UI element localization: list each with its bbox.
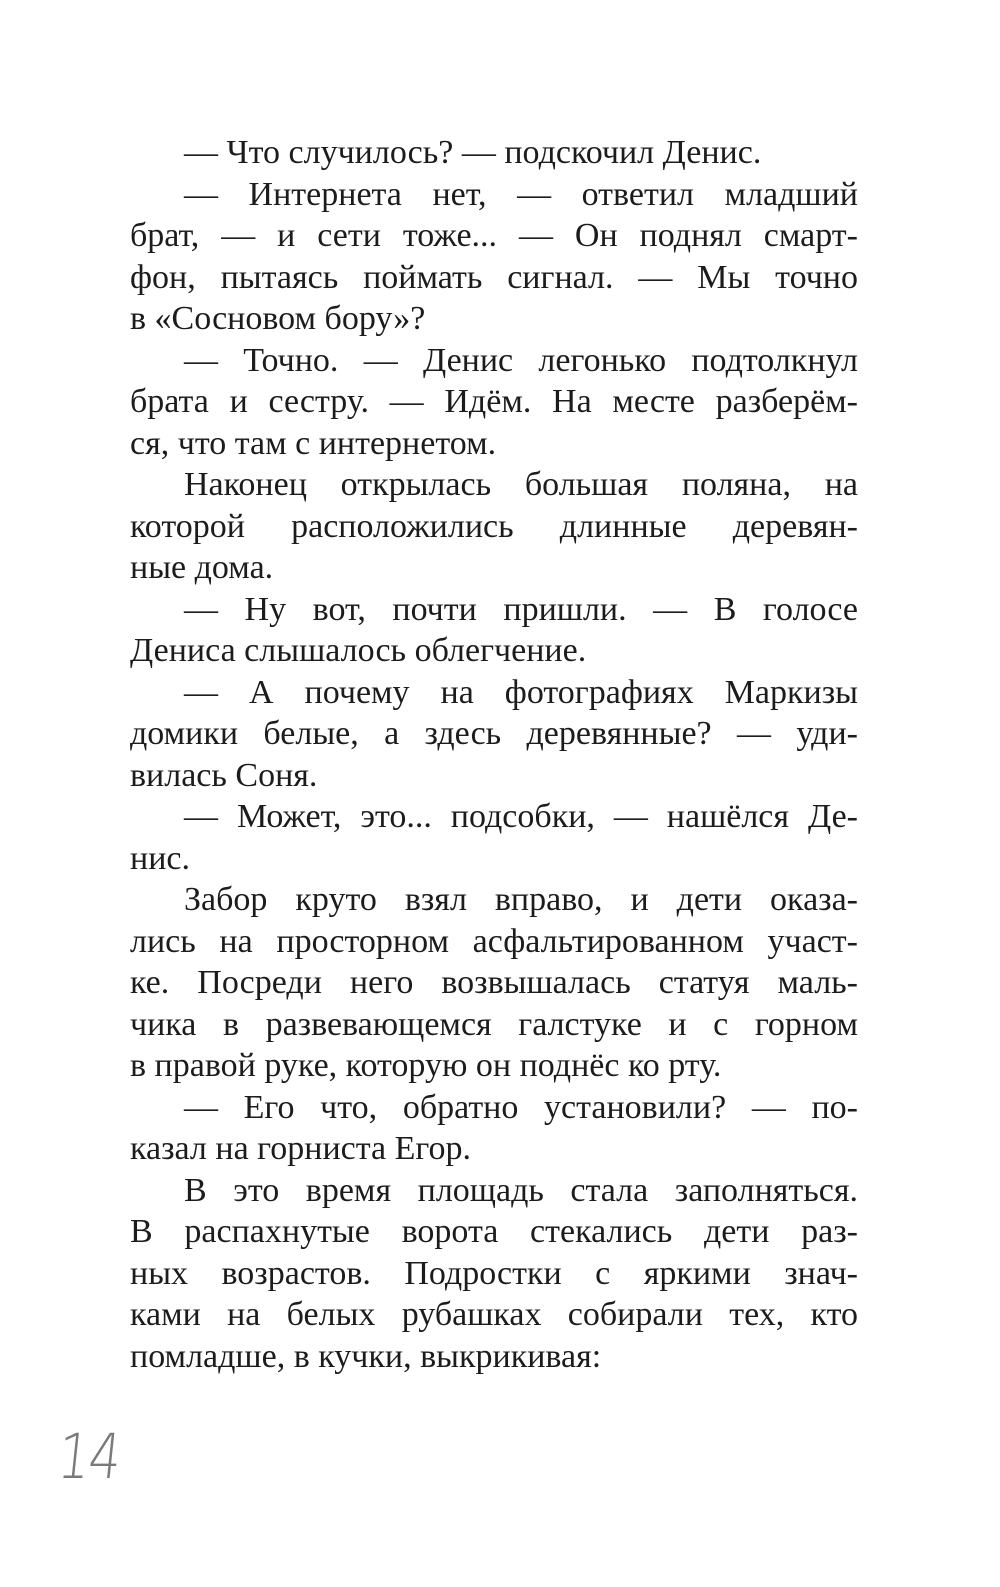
- page-number: 14: [54, 1420, 124, 1493]
- text-line: нис.: [130, 839, 190, 877]
- text-line: В это время площадь стала заполняться.: [184, 1171, 858, 1209]
- text-line: В распахнутые ворота стекались дети раз-: [130, 1213, 858, 1250]
- text-line: — Может, это... подсобки, — нашёлся Де-: [184, 798, 858, 835]
- text-line: ке. Посреди него возвышалась статуя маль-: [130, 964, 858, 1001]
- text-line: чика в развевающемся галстуке и с горном: [130, 1005, 858, 1043]
- text-line: — Точно. — Денис легонько подтолкнул: [184, 341, 858, 379]
- text-line: ных возрастов. Подростки с яркими знач-: [130, 1254, 858, 1292]
- text-line: в правой руке, которую он поднёс ко рту.: [130, 1047, 722, 1084]
- text-line: — Ну вот, почти пришли. — В голосе: [184, 590, 858, 628]
- text-line: фон, пытаясь поймать сигнал. — Мы точно: [130, 258, 858, 296]
- text-line: ками на белых рубашках собирали тех, кто: [130, 1296, 858, 1333]
- text-line: которой расположились длинные деревян-: [130, 507, 858, 545]
- text-line: лись на просторном асфальтированном участ-: [130, 922, 858, 960]
- text-line: домики белые, а здесь деревянные? — уди-: [130, 715, 858, 752]
- text-line: — Что случилось? — подскочил Денис.: [184, 134, 762, 171]
- text-line: в «Сосновом бору»?: [130, 300, 426, 337]
- text-line: брата и сестру. — Идём. На месте разберём-: [130, 383, 858, 420]
- text-line: ные дома.: [130, 549, 274, 586]
- text-line: Забор круто взял вправо, и дети оказа-: [184, 881, 858, 918]
- text-line: вилась Соня.: [130, 756, 318, 794]
- text-line: Наконец открылась большая поляна, на: [184, 466, 858, 503]
- text-line: брат, — и сети тоже... — Он поднял смарт-: [130, 217, 858, 254]
- text-line: — Его что, обратно установили? — по-: [184, 1088, 858, 1126]
- page-text: [130, 132, 858, 1377]
- text-line: казал на горниста Егор.: [130, 1130, 471, 1167]
- text-line: Дениса слышалось облегчение.: [130, 632, 587, 669]
- text-line: помладше, в кучки, выкрикивая:: [130, 1337, 602, 1375]
- text-line: ся, что там с интернетом.: [130, 424, 497, 462]
- text-line: — Интернета нет, — ответил младший: [184, 175, 858, 213]
- text-line: — А почему на фотографиях Маркизы: [184, 673, 858, 711]
